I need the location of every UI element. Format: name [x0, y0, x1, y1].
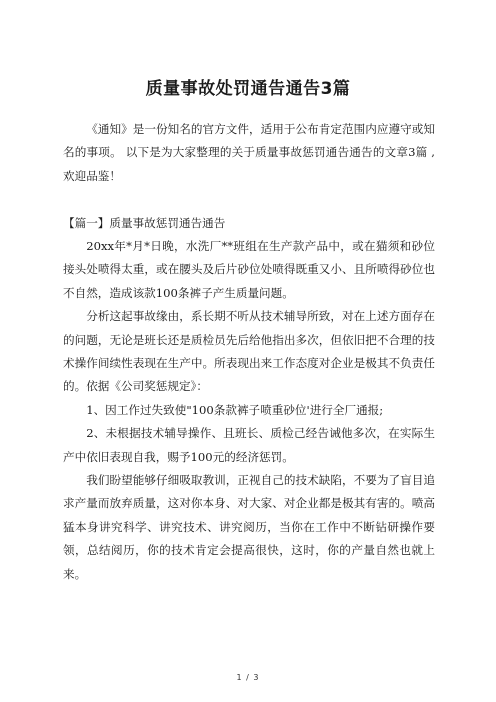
section-paragraph: 20xx年*月*日晚，水洗厂**班组在生产款产品中，或在猫须和砂位接头处喷得太重，或在腰头及后片砂位处喷得既重又小、且所喷得砂位也不自然，造成该款100条裤子产生质量问题。	[63, 239, 435, 300]
document-title: 质量事故处罚通告通告3篇	[145, 79, 351, 99]
section-paragraph: 2、未根据技术辅导操作、且班长、质检己经告诫他多次，在实际生产中依旧表现自我，赐予100元的经济惩罚。	[63, 426, 435, 464]
section-paragraph: 我们盼望能够仔细吸取教训，正视自己的技术缺陷，不要为了盲目追求产量而放弃质量，这对你本身、对大家、对企业都是极其有害的。喷高猛本身讲究科学、讲究技术、讲究阅历，当你在工作中不断钻研操作要领，总结阅历，你的技术肯定会提高很快，这时，你的产量自然也就上来。	[63, 473, 435, 581]
section-paragraph: 分析这起事故缘由，系长期不听从技术辅导所致，对在上述方面存在的问题，无论是班长还是质检员先后给他指出多次，但依旧把不合理的技术操作间续性表现在生产中。所表现出来工作态度对企业是极其不负责任的。依据《公司奖惩规定》：	[63, 309, 435, 394]
document-body	[63, 118, 435, 586]
page-number: 1 / 3	[236, 673, 260, 682]
section-paragraph: 1、因工作过失致使"100条款裤子喷重砂位'进行全厂通报;	[86, 402, 384, 417]
section-heading: 【篇一】质量事故惩罚通告通告	[63, 215, 226, 230]
intro-paragraph: 《通知》是一份知名的官方文件，适用于公布肯定范围内应遵守或知名的事项。 以下是为大家整理的关于质量事故惩罚通告通告的文章3篇 ,欢迎品鉴！	[63, 122, 435, 183]
